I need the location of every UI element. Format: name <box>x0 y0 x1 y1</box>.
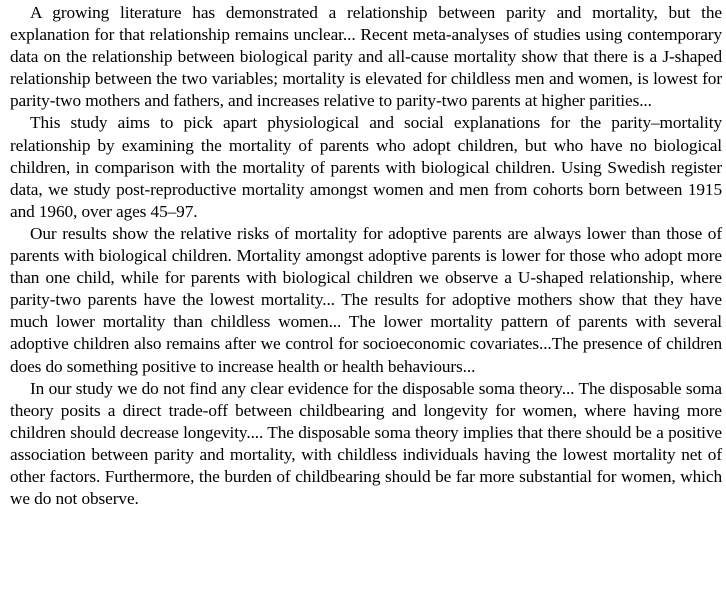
paragraph-3: Our results show the relative risks of mortality for adoptive parents are always lower than those of parents with biological children. Mortality amongst adoptive parents is lower for those who adopt more than one child, while for parents with biological children we observe a U-shaped relationship, where parity-two parents have the lowest mortality... The results for adoptive mothers show that they have much lower mortality than childless women... The lower mortality pattern of parents with several adoptive children also remains after we control for socioeconomic covariates...The presence of children does do something positive to increase health or health behaviours... <box>10 223 722 376</box>
paragraph-4: In our study we do not find any clear evidence for the disposable soma theory... The disposable soma theory posits a direct trade-off between childbearing and longevity for women, where having more children should decrease longevity.... The disposable soma theory implies that there should be a positive association between parity and mortality, with childless individuals having the lowest mortality net of other factors. Furthermore, the burden of childbearing should be far more substantial for women, which we do not observe. <box>10 378 722 509</box>
paragraph-2: This study aims to pick apart physiological and social explanations for the parity–mortality relationship by examining the mortality of parents who adopt children, but who have no biological children, in comparison with the mortality of parents with biological children. Using Swedish register data, we study post-reproductive mortality amongst women and men from cohorts born between 1915 and 1960, over ages 45–97. <box>10 113 722 221</box>
paragraph-1: A growing literature has demonstrated a relationship between parity and mortality, but the explanation for that relationship remains unclear... Recent meta-analyses of studies using contemporary data on the relationship between biological parity and all-cause mortality show that there is a J-shaped relationship between the two variables; mortality is elevated for childless men and women, is lowest for parity-two mothers and fathers, and increases relative to parity-two parents at higher parities... <box>10 3 722 111</box>
